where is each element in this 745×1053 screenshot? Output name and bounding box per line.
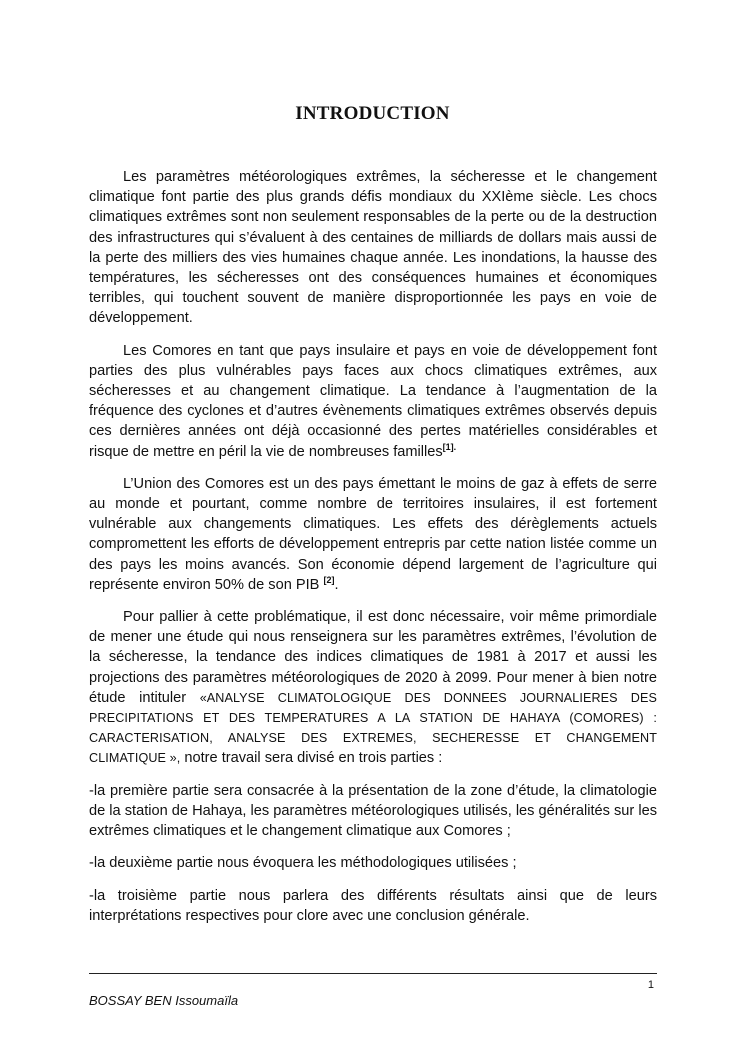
paragraph-4 [89,607,657,769]
paragraph-3 [89,474,657,595]
footer-divider [89,973,657,974]
paragraph-4-end: notre travail sera divisé en trois parties : [180,750,443,767]
list-item-part-1: -la première partie sera consacrée à la présentation de la zone d’étude, la climatologie de la station de Hahaya, les paramètres météorologiques utilisés, les généralités sur les extrêmes climatiques et le changement climatique aux Comores ; [89,782,657,840]
page-title: INTRODUCTION [295,103,450,124]
paragraph-2 [89,341,657,462]
list-item-part-2: -la deuxième partie nous évoquera les méthodologiques utilisées ; [89,855,517,872]
list-item-part-3: -la troisième partie nous parlera des différents résultats ainsi que de leurs interprétations respectives pour clore avec une conclusion générale. [89,887,657,924]
document-body [89,167,657,938]
page-number: 1 [647,979,654,991]
paragraph-1: Les paramètres météorologiques extrêmes, la sécheresse et le changement climatique font partie des plus grands défis mondiaux du XXIème siècle. Les chocs climatiques extrêmes sont non seulement responsables de la perte ou de la destruction des infrastructures qui s’évaluent à des centaines de milliards de dollars mais aussi de la perte des milliers des vies humaines chaque année. Les inondations, la hausse des températures, les sécheresses ont des conséquences humaines et économiques terribles, qui touchent souvent de manière disproportionnée les pays en voie de développement. [89,169,657,327]
footer-author: BOSSAY BEN Issoumaïla [89,993,239,1008]
reference-1: [1]. [442,441,457,452]
paragraph-2-text: Les Comores en tant que pays insulaire et pays en voie de développement font parties des plus vulnérables pays faces aux chocs climatiques extrêmes, aux sécheresses et au changement climatique. La tendance à l’augmentation de la fréquence des cyclones et d’autres évènements climatiques extrêmes observés depuis ces dernières années ont déjà occasionné des pertes matérielles considérables et risque de mettre en péril la vie de nombreuses familles [89,342,657,460]
paragraph-3-end: . [334,576,339,593]
paragraph-4-text: Pour pallier à cette problématique, il est donc nécessaire, voir même primordiale de mener une étude qui nous renseignera sur les paramètres extrêmes, l’évolution de la sécheresse, la tendance des indices climatiques de 1981 à 2017 et aussi les projections des paramètres météorologiques de 2020 à 2099. Pour mener à bien notre étude intituler [89,609,657,706]
study-title: «ANALYSE CLIMATOLOGIQUE DES DONNEES JOURNALIERES DES PRECIPITATIONS ET DES TEMPERATURES A LA STATION DE HAHAYA (COMORES) : CARACTERISATION, ANALYSE DES EXTREMES, SECHERESSE ET CHANGEMENT CLIMATIQUE », [89,690,657,766]
paragraph-3-text: L’Union des Comores est un des pays émettant le moins de gaz à effets de serre au monde et pourtant, comme nombre de territoires insulaires, il est fortement vulnérable aux changements climatiques. Les effets des dérèglements actuels compromettent les efforts de développement entrepris par cette nation listée comme un des pays les moins avancés. Son économie dépend largement de l’agriculture qui représente environ 50% de son PIB [89,475,657,593]
reference-2: [2] [323,575,335,585]
